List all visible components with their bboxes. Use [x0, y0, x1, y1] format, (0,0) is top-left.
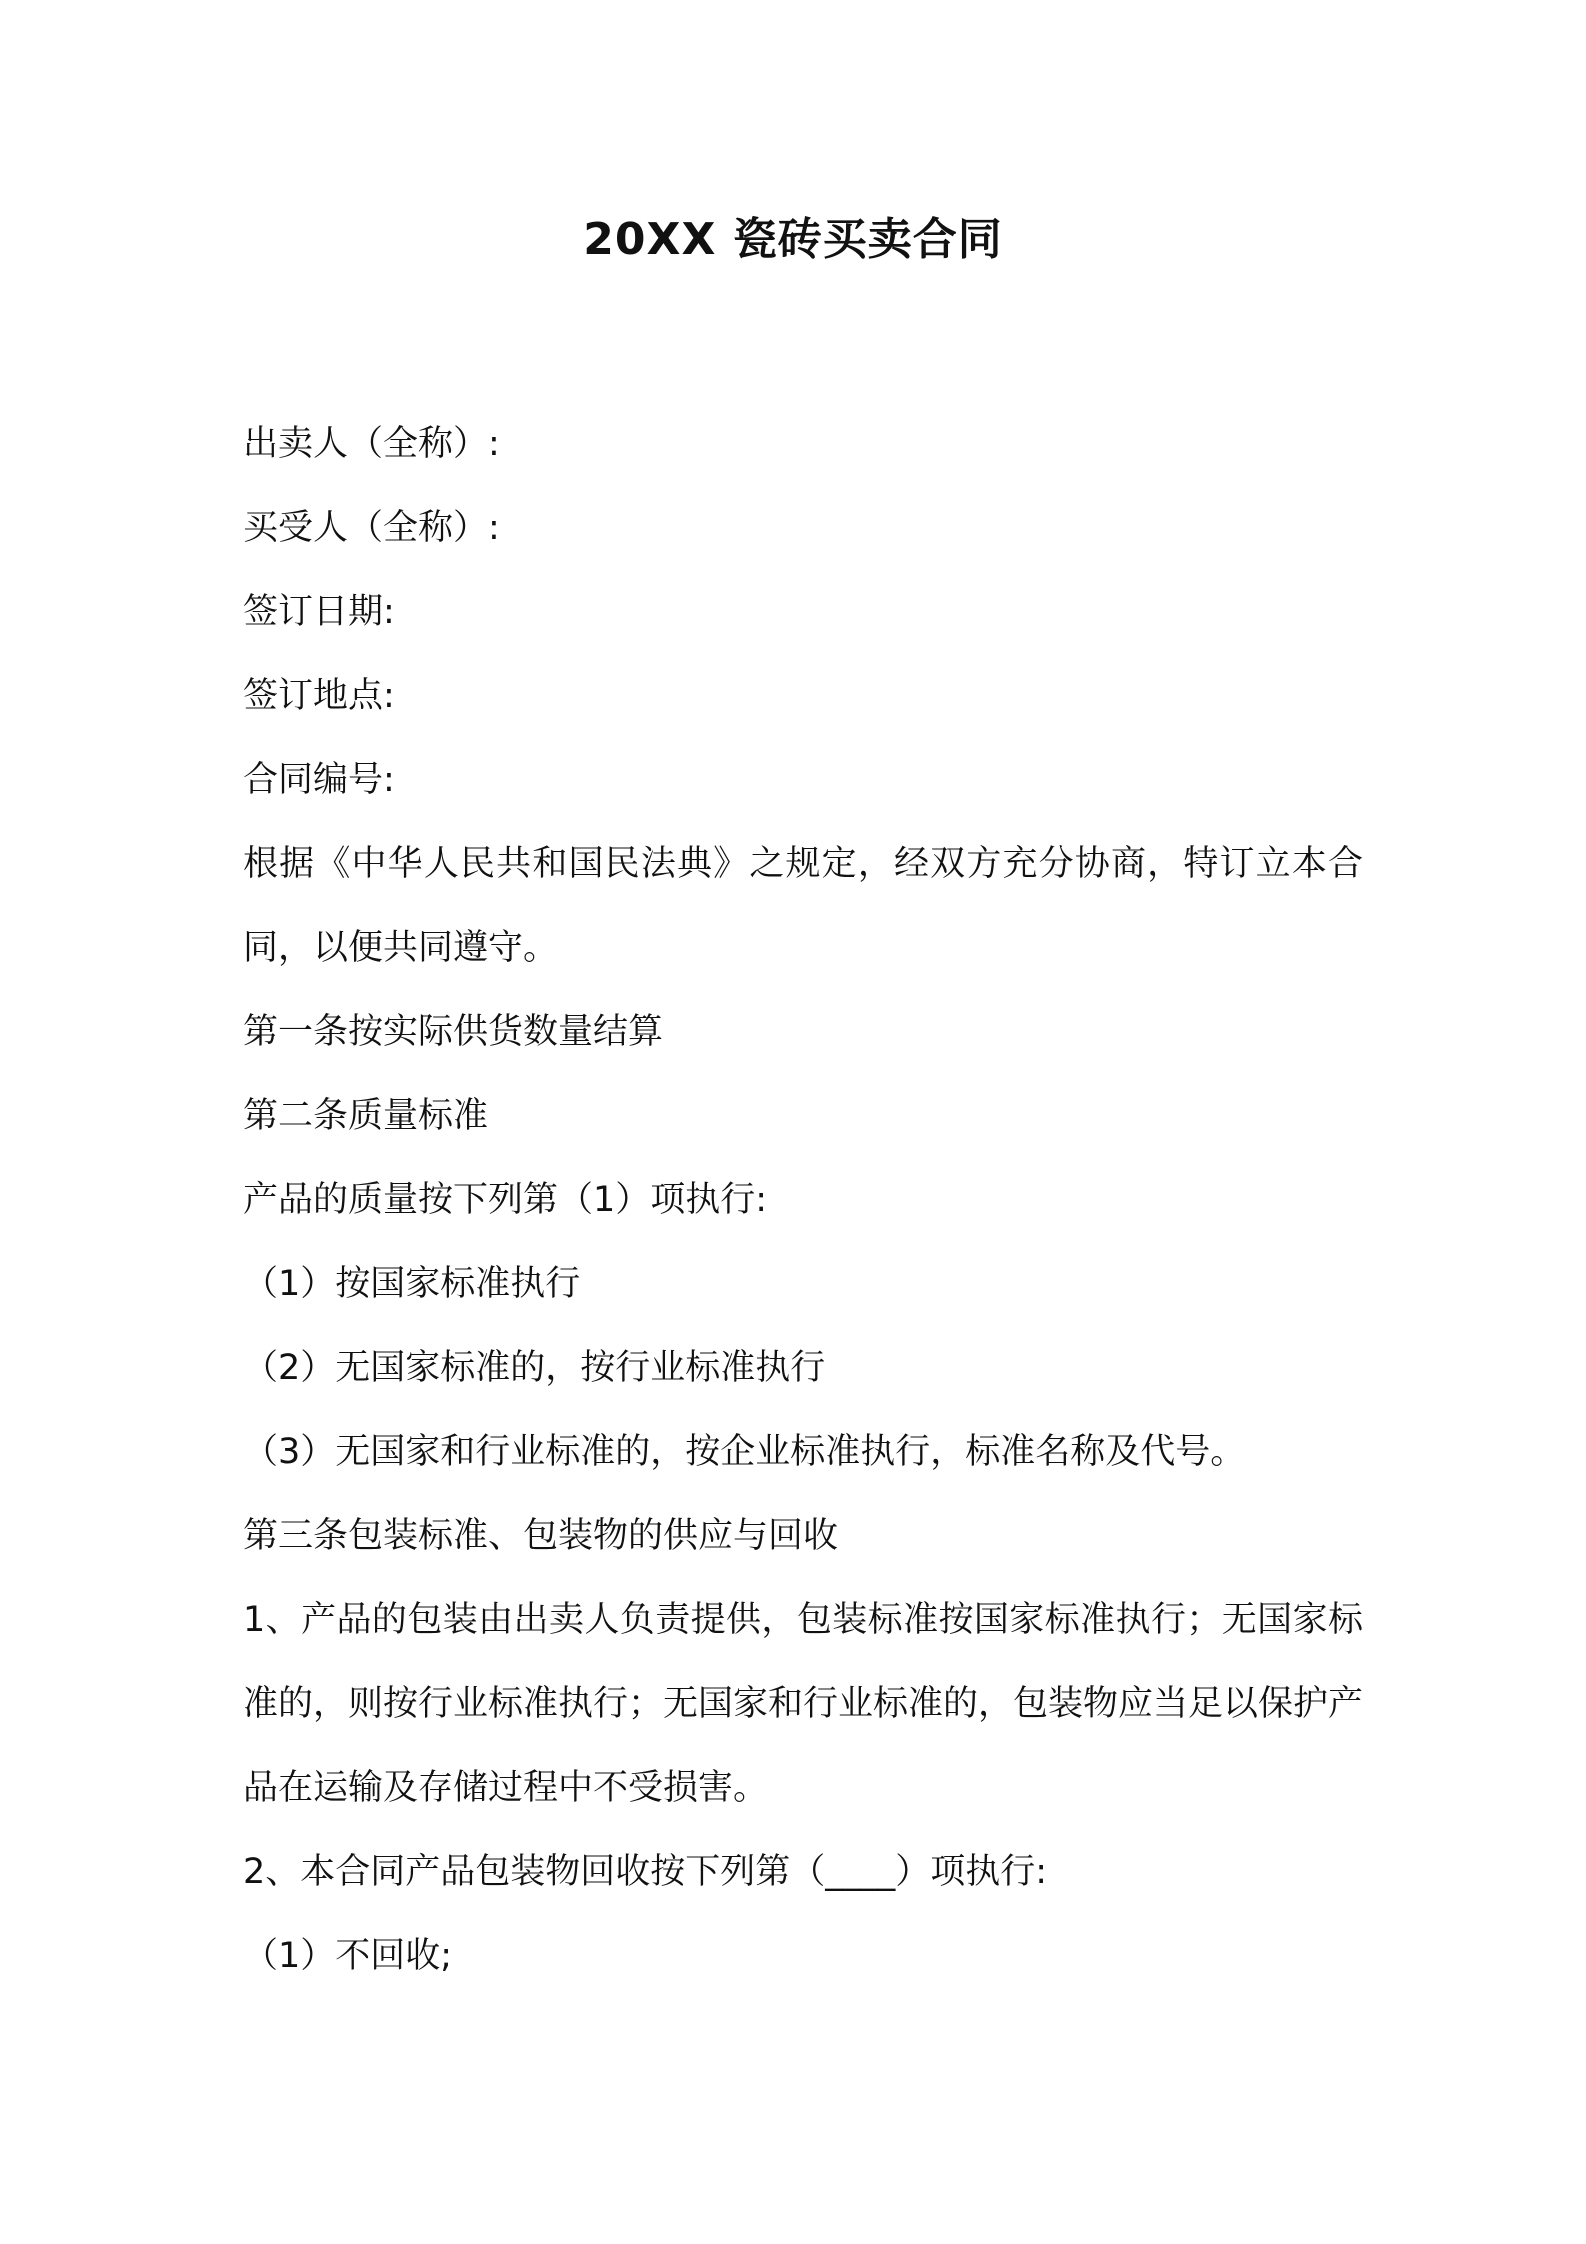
sign-date-field: 签订日期: — [243, 592, 395, 632]
article-3-clause-2: 2、本合同产品包装物回收按下列第（____）项执行: — [243, 1852, 1048, 1892]
article-2-heading: 第二条质量标准 — [243, 1096, 489, 1136]
article-3-clause-1: 1、产品的包装由出卖人负责提供，包装标准按国家标准执行；无国家标准的，则按行业标准执行；无国家和行业标准的，包装物应当足以保护产品在运输及存储过程中不受损害。 — [243, 1600, 1364, 1808]
article-1-heading: 第一条按实际供货数量结算 — [243, 1012, 664, 1052]
sign-place-field: 签订地点: — [243, 676, 395, 716]
article-2-lead: 产品的质量按下列第（1）项执行: — [243, 1180, 768, 1220]
article-2-item-2: （2）无国家标准的，按行业标准执行 — [243, 1348, 826, 1388]
contract-number-field: 合同编号: — [243, 760, 395, 800]
document-body — [243, 402, 1363, 1998]
article-2-item-1: （1）按国家标准执行 — [243, 1264, 581, 1304]
article-2-item-3: （3）无国家和行业标准的，按企业标准执行，标准名称及代号。 — [243, 1432, 1246, 1472]
article-3-clause-2-item-1: （1）不回收; — [243, 1936, 453, 1976]
buyer-field: 买受人（全称）: — [243, 508, 500, 548]
article-3-heading: 第三条包装标准、包装物的供应与回收 — [243, 1516, 839, 1556]
seller-field: 出卖人（全称）: — [243, 424, 500, 464]
document-title: 20XX 瓷砖买卖合同 — [583, 214, 1003, 265]
intro-paragraph: 根据《中华人民共和国民法典》之规定，经双方充分协商，特订立本合同，以便共同遵守。 — [243, 844, 1363, 968]
